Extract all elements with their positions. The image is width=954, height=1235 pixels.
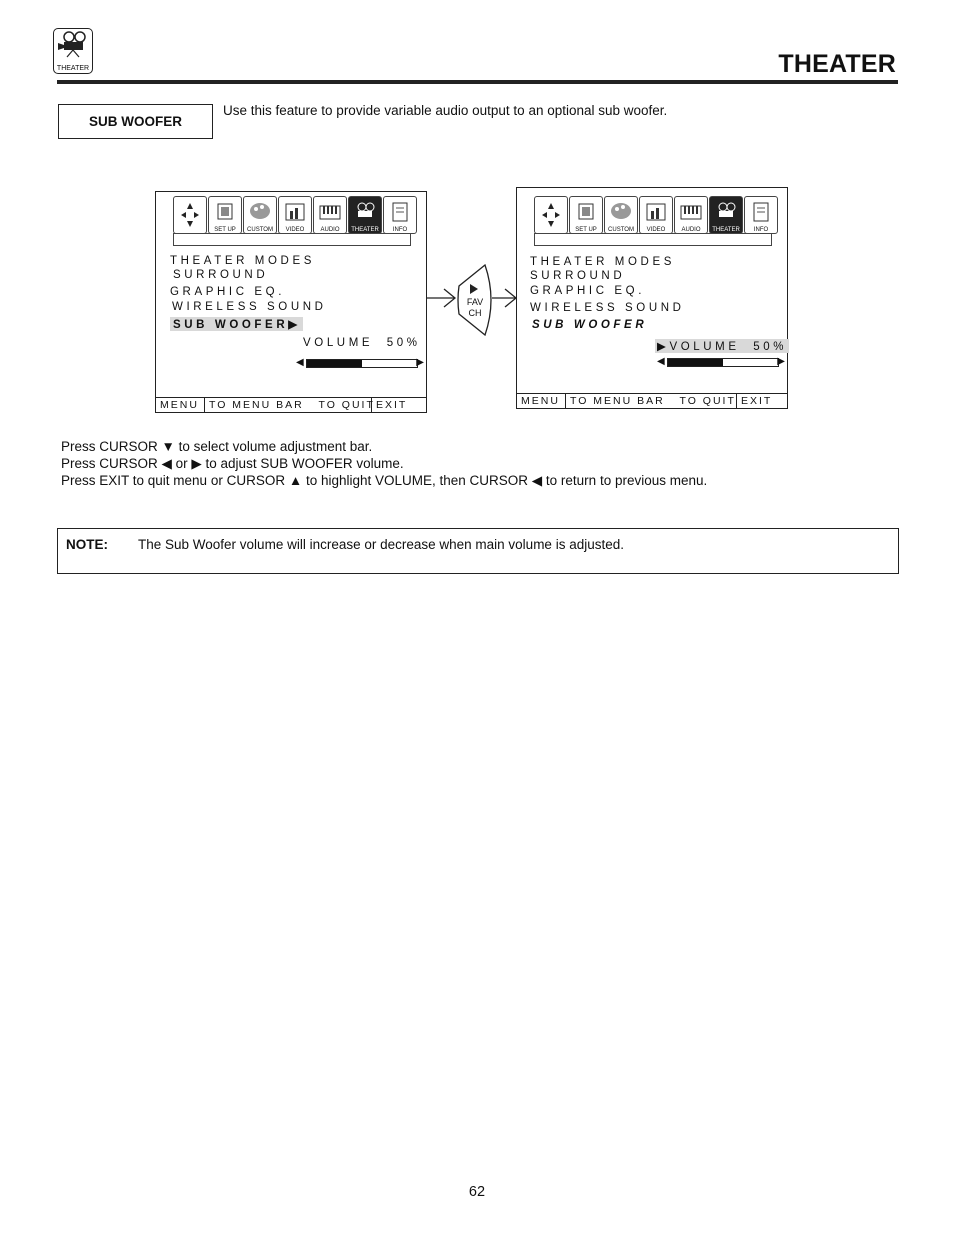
audio-icon: AUDIO (313, 196, 347, 234)
slider-track (306, 359, 418, 368)
menu-item-theater-modes: THEATER MODES (170, 255, 315, 267)
footer-exit: EXIT (376, 399, 408, 411)
setup-icon: SET UP (569, 196, 603, 234)
osd-footer (156, 397, 426, 412)
footer-hint: TO MENU BAR TO QUIT (205, 398, 372, 412)
cursor-right-icon: ▶ (657, 341, 670, 353)
slider-left-arrow-icon: ◀ (657, 356, 665, 367)
menu-item-sub-woofer-active: SUB WOOFER (532, 319, 648, 331)
audio-icon: AUDIO (674, 196, 708, 234)
info-icon: INFO (744, 196, 778, 234)
custom-icon: CUSTOM (243, 196, 277, 234)
osd-footer (517, 393, 787, 408)
note-text: The Sub Woofer volume will increase or decrease when main volume is adjusted. (138, 537, 624, 552)
feature-name-box: SUB WOOFER (58, 104, 213, 139)
osd-screen-before (155, 191, 427, 413)
osd-icon-row (534, 196, 778, 233)
projector-icon (54, 29, 92, 59)
ch-label: CH (468, 308, 482, 318)
logo-caption: THEATER (56, 65, 90, 72)
arrow-to-screen-icon (490, 286, 518, 310)
fav-ch-button (455, 264, 495, 336)
slider-right-arrow-icon: ▶ (416, 357, 424, 368)
feature-description: Use this feature to provide variable audio output to an optional sub woofer. (223, 103, 668, 118)
setup-icon: SET UP (208, 196, 242, 234)
menu-item-surround: SURROUND (530, 270, 626, 282)
instructions (61, 438, 707, 489)
slider-fill (668, 359, 723, 366)
custom-icon: CUSTOM (604, 196, 638, 234)
header-rule (57, 80, 898, 84)
menu-item-theater-modes: THEATER MODES (530, 256, 675, 268)
volume-slider[interactable] (657, 356, 785, 368)
instruction-line: Press EXIT to quit menu or CURSOR ▲ to highlight VOLUME, then CURSOR ◀ to return to previous menu. (61, 473, 708, 488)
theater-icon: THEATER (709, 196, 743, 234)
cursor-arrows-icon (534, 196, 568, 234)
cursor-arrows-icon (173, 196, 207, 234)
osd-info-bar (173, 233, 411, 246)
menu-item-wireless-sound: WIRELESS SOUND (172, 301, 327, 313)
footer-hint: TO MENU BAR TO QUIT (566, 394, 737, 408)
osd-info-bar (534, 233, 772, 246)
page-number: 62 (468, 1184, 486, 1200)
menu-item-sub-woofer-highlighted: SUB WOOFER▶ (170, 317, 303, 331)
menu-item-surround: SURROUND (173, 269, 269, 281)
arrow-to-button-icon (424, 286, 458, 310)
menu-item-graphic-eq: GRAPHIC EQ. (530, 285, 646, 297)
footer-exit: EXIT (741, 395, 773, 407)
slider-left-arrow-icon: ◀ (296, 357, 304, 368)
volume-label-highlighted: ▶VOLUME 50% (657, 341, 788, 353)
osd-icon-row (173, 196, 417, 233)
info-icon: INFO (383, 196, 417, 234)
fav-label: FAV (466, 297, 484, 307)
slider-right-arrow-icon: ▶ (777, 356, 785, 367)
theater-icon: THEATER (348, 196, 382, 234)
theater-logo-icon (53, 28, 93, 74)
footer-menu: MENU (156, 398, 205, 412)
slider-fill (307, 360, 362, 367)
note-label: NOTE: (66, 537, 108, 552)
cursor-right-icon: ▶ (288, 319, 301, 331)
menu-item-wireless-sound: WIRELESS SOUND (530, 302, 685, 314)
volume-label: VOLUME 50% (303, 337, 421, 349)
slider-track (667, 358, 779, 367)
page-title: THEATER (778, 50, 896, 78)
instruction-line: Press CURSOR ◀ or ▶ to adjust SUB WOOFER volume. (61, 456, 404, 471)
osd-screen-after (516, 187, 788, 409)
note-box (57, 528, 899, 574)
volume-slider[interactable] (296, 357, 424, 369)
menu-item-graphic-eq: GRAPHIC EQ. (170, 286, 286, 298)
video-icon: VIDEO (278, 196, 312, 234)
instruction-line: Press CURSOR ▼ to select volume adjustment bar. (61, 439, 373, 454)
footer-menu: MENU (517, 394, 566, 408)
video-icon: VIDEO (639, 196, 673, 234)
